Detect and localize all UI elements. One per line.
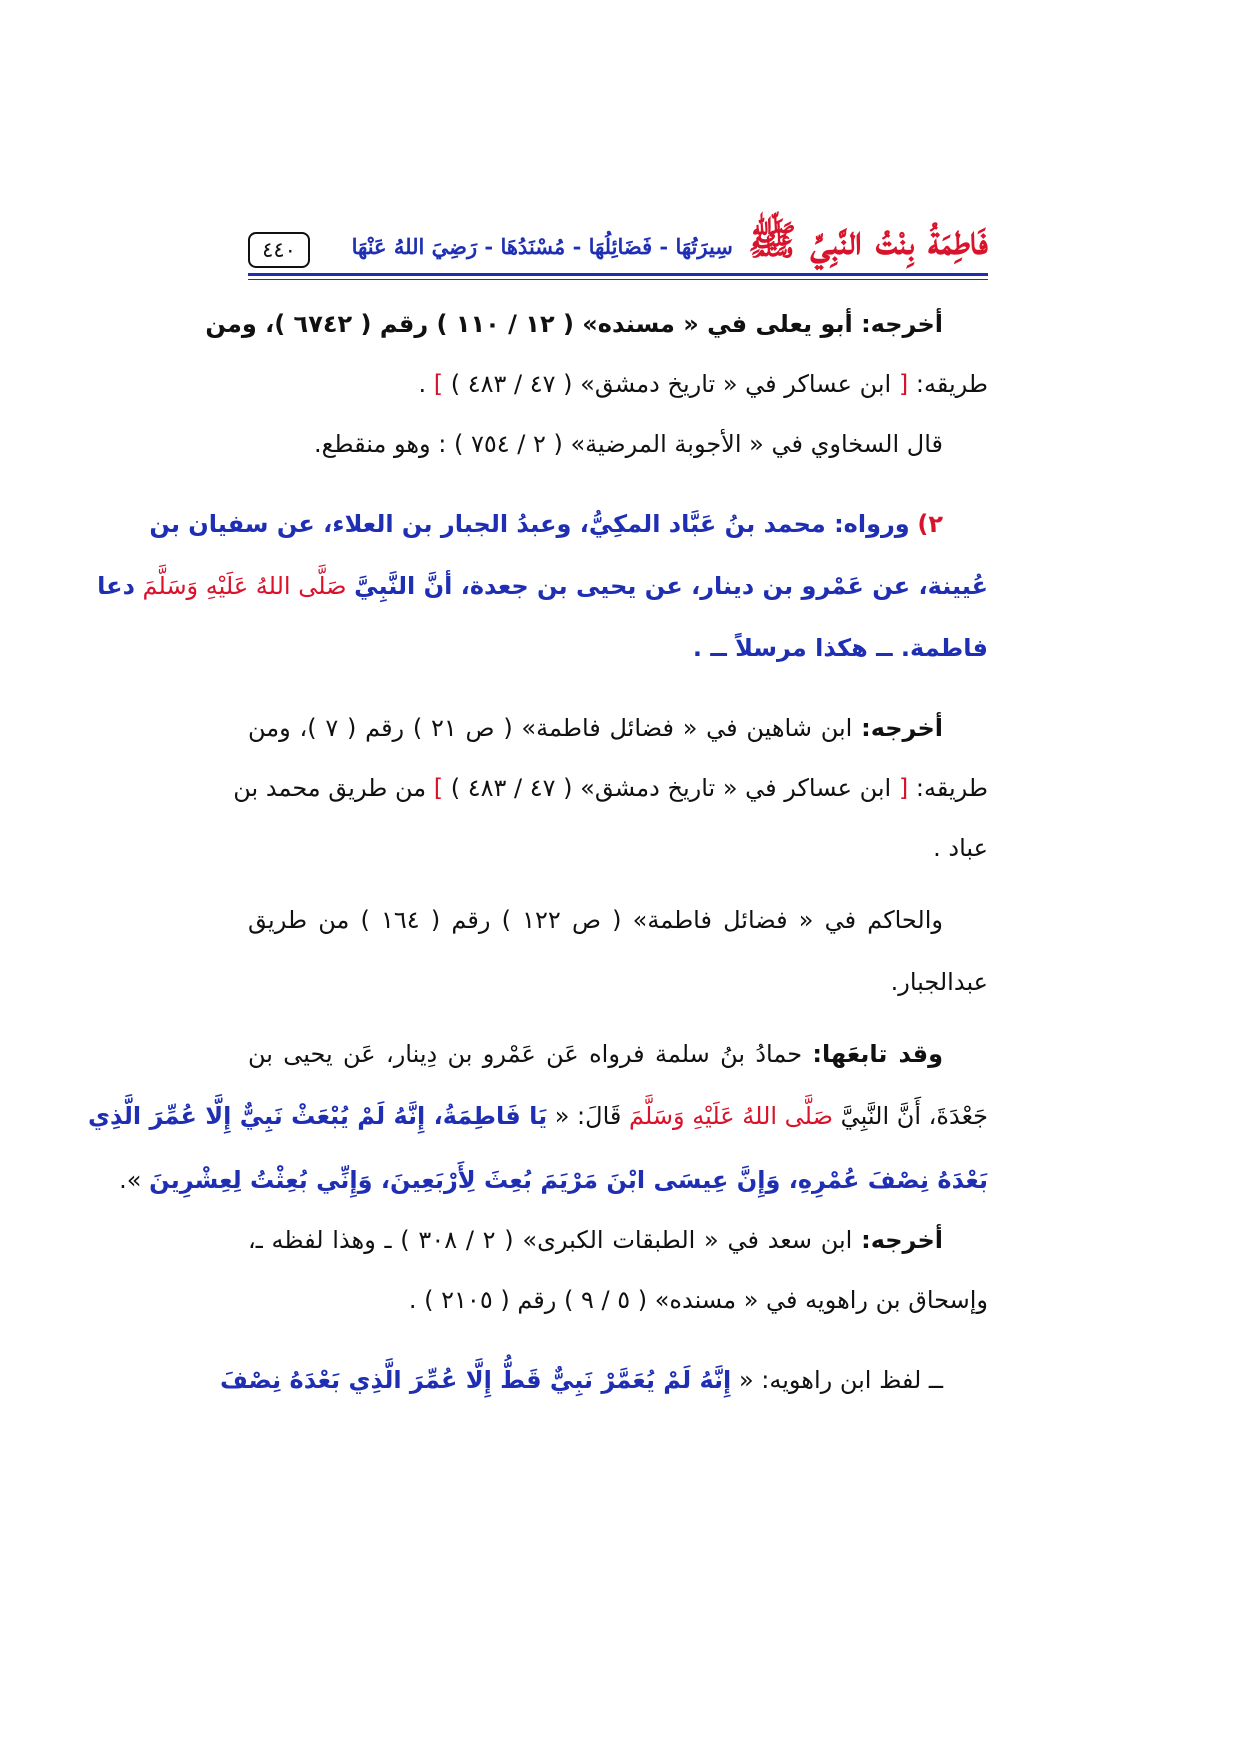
text-line-12: وقد تابعَها: حمادُ بنُ سلمة فرواه عَن عَمْرو بن دِينار، عَن يحيى بن (248, 1040, 943, 1068)
book-title (348, 216, 988, 264)
header-rule-thick (248, 273, 988, 276)
text-line-7: أخرجه: ابن شاهين في « فضائل فاطمة» ( ص ٢١ ) رقم ( ٧ )، ومن (248, 714, 944, 742)
text-line-3: قال السخاوي في « الأجوبة المرضية» ( ٢ / ٧٥٤ ) : وهو منقطع. (314, 430, 943, 458)
book-title-main: فَاطِمَةُ بِنْتُ النَّبِيِّ ﷺ (748, 217, 988, 264)
text-line-5: عُيينة، عن عَمْرو بن دينار، عن يحيى بن جعدة، أنَّ النَّبِيَّ صَلَّى اللهُ عَلَيْهِ وَسَلَّمَ دعا (97, 572, 988, 600)
text-line-6: فاطمة. ــ هكذا مرسلاً ــ . (692, 634, 988, 662)
page-header (248, 208, 988, 282)
text-line-9: عباد . (933, 834, 988, 862)
text-line-13: جَعْدَةَ، أَنَّ النَّبِيَّ صَلَّى اللهُ عَلَيْهِ وَسَلَّمَ قَالَ: « يَا فَاطِمَةُ، إِنَّهُ لَمْ يُبْعَثْ نَبِيٌّ إِلَّا عُمِّرَ الَّذِي (88, 1102, 988, 1130)
book-title-subtitle: سِيرَتُهَا - فَضَائِلُهَا - مُسْنَدُهَا - رَضِيَ اللهُ عَنْهَا (351, 234, 733, 259)
header-rule-thin (248, 279, 988, 280)
text-line-2: طريقه: [ ابن عساكر في « تاريخ دمشق» ( ٤٧ / ٤٨٣ ) ] . (418, 370, 988, 398)
text-line-15: أخرجه: ابن سعد في « الطبقات الكبرى» ( ٢ / ٣٠٨ ) ـ وهذا لفظه ـ، (248, 1226, 943, 1254)
text-line-4: ٢) ورواه: محمد بنُ عَبَّاد المكِيُّ، وعبدُ الجبار بن العلاء، عن سفيان بن (149, 510, 943, 538)
page-number: ٤٤٠ (248, 232, 310, 268)
text-line-10: والحاكم في « فضائل فاطمة» ( ص ١٢٢ ) رقم ( ١٦٤ ) من طريق (248, 906, 943, 934)
text-line-14: بَعْدَهُ نِصْفَ عُمْرِهِ، وَإِنَّ عِيسَى ابْنَ مَرْيَمَ بُعِثَ لِأَرْبَعِينَ، وَإِنِّي بُعِثْتُ لِعِشْرِينَ ». (119, 1166, 988, 1194)
text-line-8: طريقه: [ ابن عساكر في « تاريخ دمشق» ( ٤٧ / ٤٨٣ ) ] من طريق محمد بن (233, 774, 988, 802)
text-line-11: عبدالجبار. (890, 968, 988, 996)
text-line-1: أخرجه: أبو يعلى في « مسنده» ( ١٢ / ١١٠ ) رقم ( ٦٧٤٢ )، ومن (205, 310, 943, 338)
text-line-17: ــ لفظ ابن راهويه: « إِنَّهُ لَمْ يُعَمَّرْ نَبِيٌّ قَطُّ إِلَّا عُمِّرَ الَّذِي بَعْدَهُ نِصْفَ (219, 1366, 943, 1394)
text-line-16: وإسحاق بن راهويه في « مسنده» ( ٥ / ٩ ) رقم ( ٢١٠٥ ) . (408, 1286, 988, 1314)
